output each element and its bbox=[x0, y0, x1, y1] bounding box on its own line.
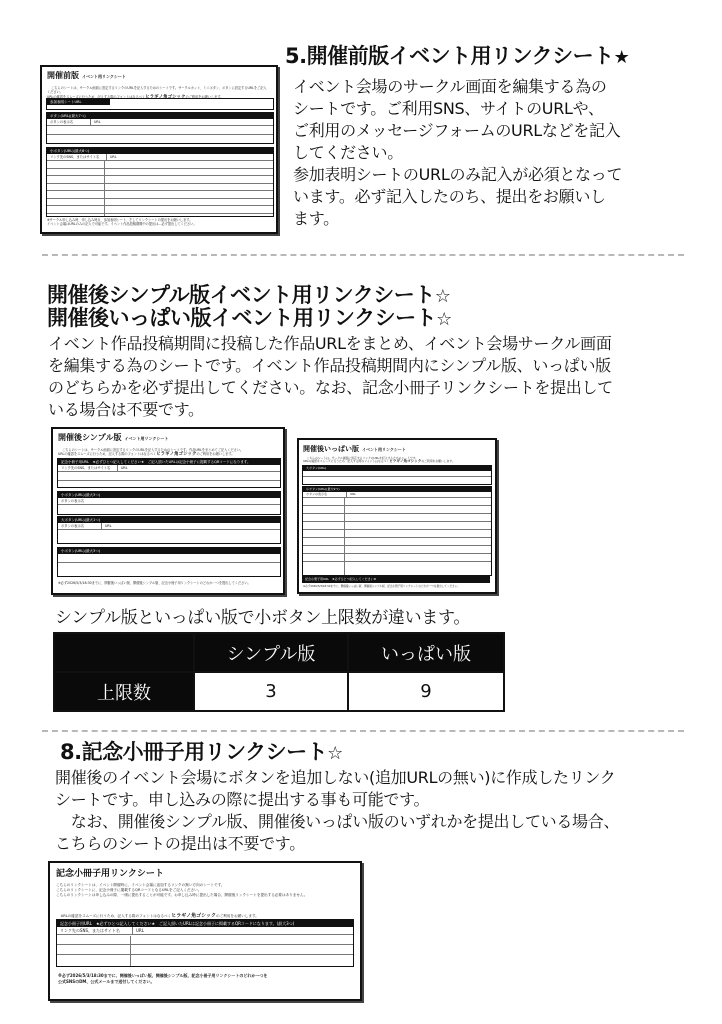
button-url-grid bbox=[46, 112, 274, 144]
large-button-grid bbox=[57, 516, 281, 544]
simple-limit-value: 3 bbox=[194, 672, 348, 711]
full-limit-value: 9 bbox=[348, 672, 504, 711]
card-title: 開催後いっぱい版 イベント用リンクシート bbox=[303, 445, 406, 453]
booklet-sheet-thumbnail bbox=[48, 861, 362, 1001]
col-url: URL bbox=[121, 466, 128, 470]
pre-event-sheet-thumbnail bbox=[40, 65, 278, 234]
small-button-bar-2: 小ボタン(URL)(最大3つ) bbox=[58, 548, 280, 554]
card-title: 記念小冊子用リンクシート bbox=[56, 869, 164, 879]
participation-url-label: 参加表明シートURL bbox=[47, 99, 110, 105]
card-title: 開催前版 イベント用リンクシート bbox=[47, 71, 126, 80]
button-limit-table bbox=[53, 632, 505, 712]
card-intro: こちらのシートは、サークル画面に設定するリンクのURLを記入するためのシートです。サークルカット、ミニボタン、ボタンに設定するURLをご記入ください。 URLの確認をスムーズに行うため、記入する際のフォントはなるべくヒラギノ角ゴシックのご利用をお願いします。 bbox=[47, 86, 267, 100]
card-intro: こちらのリンクシートは、イベント開催時に、イベント会場に追加するリンクの無い方向のシートです。 こちらのリンクシートに、記念小冊子に掲載するQRコードとなるURLをご記入ください。 こちらのリンクシートは申し込みの際、一緒に提出することが可能です。お申し込み時に提出した場合、開催後リンクシートを提出する必要はありません。 bbox=[56, 883, 308, 897]
col-url: URL bbox=[94, 120, 101, 124]
button-url-bar: ボタン(URL)(最大7つ) bbox=[47, 113, 273, 119]
booklet-url-note: ★必ずひとつ記入してください★ ご記入頂いたURLは記念小冊子に掲載するQRコードになります。 bbox=[92, 460, 251, 464]
booklet-url-note: ★必ずひとつ記入してください★ bbox=[331, 577, 377, 581]
booklet-url-grid bbox=[57, 458, 281, 488]
col-button-name: ボタンの表示名 bbox=[58, 498, 280, 505]
post-simple-sheet-thumbnail bbox=[51, 427, 285, 595]
col-button-name-2: ボタンの表示名 bbox=[58, 523, 102, 529]
col-sns-name: リンク先のSNS、またはサイト名 bbox=[47, 154, 107, 160]
section5-heading: 5.開催前版イベント用リンクシート★ bbox=[285, 44, 630, 68]
small-button-grid bbox=[46, 147, 274, 217]
comparison-caption: シンプル版といっぱい版で小ボタン上限数が違います。 bbox=[55, 608, 471, 628]
header-full: いっぱい版 bbox=[348, 633, 504, 672]
section5-paragraph: イベント会場のサークル画面を編集する為の シートです。ご利用SNS、サイトのURLや、 ご利用のメッセージフォームのURLなどを記入 してください。 参加表明シートのURLのみ記入が必須となって います。必ず記入したのち、提出をお願いし ます。 bbox=[293, 77, 623, 228]
card-intro: こちらのシートは、サークル画面に設定するリンクのURLを記入するためのシートです。 URLの確認をスムーズに行うため、記入する際のフォントはなるべくヒラギノ角ゴシックのご利用をお願いします。 bbox=[303, 455, 455, 464]
small-button-grid-a bbox=[57, 491, 281, 515]
col-sns-name: リンク先のSNS、またはサイト名 bbox=[58, 465, 118, 471]
booklet-url-note: ★必ずひとつ記入してください★ ご記入頂いたURLは記念小冊子に掲載するQRコードになります。(最大3つ) bbox=[95, 921, 295, 926]
post-full-heading: 開催後いっぱい版イベント用リンクシート☆ bbox=[47, 306, 452, 330]
booklet-url-bar bbox=[302, 576, 490, 583]
row-label-limit: 上限数 bbox=[54, 672, 194, 711]
section8-paragraph: 開催後のイベント会場にボタンを追加しない(追加URLの無い)に作成したリンク シートです。申し込みの際に提出する事も可能です。 なお、開催後シンプル版、開催後いっぱい版のいずれかを提出している場合、 こちらのシートの提出は不要です。 bbox=[55, 768, 620, 853]
table-corner bbox=[54, 633, 194, 672]
col-button-name: ボタンの表示名 bbox=[303, 492, 347, 497]
booklet-url-bar: 記念小冊子用URL bbox=[61, 460, 89, 464]
col-button-name: ボタンの表示名 bbox=[47, 119, 91, 125]
col-sns-name: リンク先のSNS、またはサイト名 bbox=[57, 927, 133, 934]
post-paragraph: イベント作品投稿期間に投稿した作品URLをまとめ、イベント会場サークル画面 を編集する為のシートです。イベント作品投稿期間内にシンプル版、いっぱい版 のどちらかを必ず提出してください。なお、記念小冊子リンクシートを提出して いる場合は不要です。 bbox=[48, 334, 613, 419]
small-button-bar: 小ボタン(URL)(最大8つ) bbox=[47, 148, 273, 154]
large-button-bar: 大ボタン(URL) bbox=[303, 466, 491, 471]
col-url: URL bbox=[350, 492, 356, 496]
booklet-url-bar: 記念小冊子用URL bbox=[60, 921, 92, 926]
divider-2 bbox=[42, 730, 684, 732]
card-intro: こちらのシートは、サークル画面に設定するリンクのURLを記入するためのシートです。作品URLをまとめてご記入ください。 URLの確認をスムーズに行うため、記入する際のフォントはなるべくヒラギノ角ゴシックのご利用をお願いします。 bbox=[58, 448, 244, 458]
booklet-url-label: 記念小冊子用URL bbox=[305, 577, 329, 581]
participation-url-box bbox=[46, 98, 274, 110]
small-button-bar: 小ボタン(URL)(最大9つ) bbox=[303, 487, 491, 492]
card-footer: ※必ず2026/5/3/18:30までに、開催後いっぱい版、開催後シンプル版、記念小冊子用リンクシートのどれか一つを提出してください。 bbox=[58, 581, 251, 585]
small-button-grid bbox=[302, 486, 492, 576]
card-url-note: URLの確認をスムーズに行うため、記入する際のフォントはなるべくヒラギノ角ゴシックのご利用をお願いします。 bbox=[60, 913, 259, 919]
post-simple-heading: 開催後シンプル版イベント用リンクシート☆ bbox=[47, 283, 451, 307]
small-button-grid-b bbox=[57, 547, 281, 577]
small-button-bar: 小ボタン(URL)(最大3つ) bbox=[58, 492, 280, 498]
large-button-grid bbox=[302, 465, 492, 485]
post-full-sheet-thumbnail bbox=[297, 438, 497, 594]
section8-heading: 8.記念小冊子用リンクシート☆ bbox=[60, 740, 343, 764]
divider-1 bbox=[42, 254, 684, 256]
col-url-2: URL bbox=[105, 524, 112, 528]
large-button-bar: 大ボタン(URL)(最大1つ) bbox=[58, 517, 280, 523]
booklet-url-grid bbox=[56, 919, 354, 967]
col-url-2: URL bbox=[110, 155, 117, 159]
col-url: URL bbox=[136, 928, 144, 933]
header-simple: シンプル版 bbox=[194, 633, 348, 672]
card-footer: ※必ず2026/5/3/18:30までに、開催後いっぱい版、開催後シンプル版、記念小冊子用リンクシートのどれか一つを提出してください。 bbox=[303, 585, 460, 588]
card-title: 開催後シンプル版 イベント用リンクシート bbox=[58, 433, 169, 442]
card-footer: ※必ず2026/5/3/18:30までに、開催後いっぱい版、開催後シンプル版、記念小冊子用リンクシートのどれか一つを 公式SNSのDM、公式メールまで送付してください。 bbox=[58, 973, 268, 984]
card-footer: ※サークル申し込み時、申し込み時点、参加表明シート、そしてリンクシートの提出をお願いします。 イベント会場はURLのみの記入で可能です。イベント作品投稿期間中の提出は…必ず提出してください。 bbox=[47, 218, 197, 227]
